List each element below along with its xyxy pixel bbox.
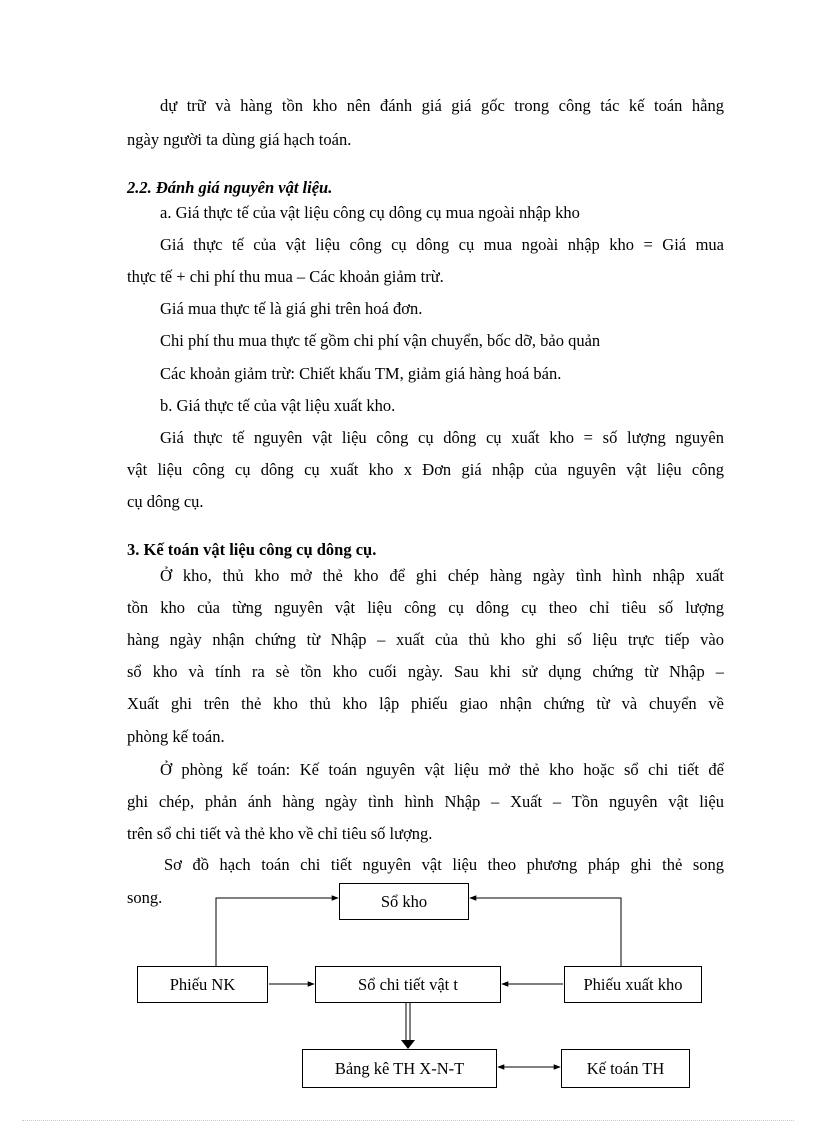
- paragraph-line: Giá thực tế của vật liệu công cụ dông cụ mua ngoài nhập kho = Giá mua: [160, 235, 724, 254]
- page-bottom-rule: [22, 1120, 794, 1121]
- paragraph-line: trên sổ chi tiết và thẻ kho về chỉ tiêu số lượng.: [127, 824, 433, 843]
- paragraph-line: thực tế + chi phí thu mua – Các khoản giảm trừ.: [127, 267, 444, 286]
- box-ke-toan-th: Kế toán TH: [561, 1049, 690, 1088]
- paragraph-line: dự trữ và hàng tồn kho nên đánh giá giá gốc trong công tác kế toán hằng: [160, 96, 724, 115]
- box-so-chi-tiet: Sổ chi tiết vật t: [315, 966, 501, 1003]
- paragraph-line: Giá thực tế nguyên vật liệu công cụ dông cụ xuất kho = số lượng nguyên: [160, 428, 724, 447]
- paragraph-line: tồn kho của từng nguyên vật liệu công cụ dông cụ theo chỉ tiêu số lượng: [127, 598, 724, 617]
- paragraph-line: Các khoản giảm trừ: Chiết khấu TM, giảm giá hàng hoá bán.: [160, 364, 562, 383]
- box-phieu-nk: Phiếu NK: [137, 966, 268, 1003]
- section-heading: 3. Kế toán vật liệu công cụ dông cụ.: [127, 540, 377, 559]
- paragraph-line: song.: [127, 888, 163, 907]
- paragraph-line: Chi phí thu mua thực tế gồm chi phí vận chuyển, bốc dỡ, bảo quản: [160, 331, 601, 350]
- paragraph-line: phòng kế toán.: [127, 727, 225, 746]
- paragraph-line: b. Giá thực tế của vật liệu xuất kho.: [160, 396, 396, 415]
- box-bang-ke: Bảng kê TH X-N-T: [302, 1049, 497, 1088]
- arrow-phieu-nk-to-so-kho: [216, 898, 338, 967]
- paragraph-line: ngày người ta dùng giá hạch toán.: [127, 130, 352, 149]
- paragraph-line: sổ kho và tính ra sè tồn kho cuối ngày. Sau khi sử dụng chứng từ Nhập –: [127, 662, 724, 681]
- paragraph-line: a. Giá thực tế của vật liệu công cụ dông cụ mua ngoài nhập kho: [160, 203, 580, 222]
- paragraph-line: vật liệu công cụ dông cụ xuất kho x Đơn giá nhập của nguyên vật liệu công: [127, 460, 724, 479]
- paragraph-line: Sơ đồ hạch toán chi tiết nguyên vật liệu theo phương pháp ghi thẻ song: [164, 855, 724, 874]
- paragraph-line: hàng ngày nhận chứng từ Nhập – xuất của thủ kho ghi số liệu trực tiếp vào: [127, 630, 724, 649]
- section-heading: 2.2. Đánh giá nguyên vật liệu.: [127, 178, 333, 197]
- paragraph-line: Giá mua thực tế là giá ghi trên hoá đơn.: [160, 299, 423, 318]
- box-so-kho: Sổ kho: [339, 883, 469, 920]
- box-phieu-xuat-kho: Phiếu xuất kho: [564, 966, 702, 1003]
- paragraph-line: Xuất ghi trên thẻ kho thủ kho lập phiếu giao nhận chứng từ và chuyển về: [127, 694, 724, 713]
- paragraph-line: ghi chép, phản ánh hàng ngày tình hình Nhập – Xuất – Tồn nguyên vật liệu: [127, 792, 724, 811]
- arrow-phieu-xuat-to-so-kho: [470, 898, 621, 967]
- paragraph-line: Ở kho, thủ kho mở thẻ kho để ghi chép hàng ngày tình hình nhập xuất: [160, 566, 724, 585]
- paragraph-line: cụ dông cụ.: [127, 492, 204, 511]
- paragraph-line: Ở phòng kế toán: Kế toán nguyên vật liệu mở thẻ kho hoặc sổ chi tiết để: [160, 760, 724, 779]
